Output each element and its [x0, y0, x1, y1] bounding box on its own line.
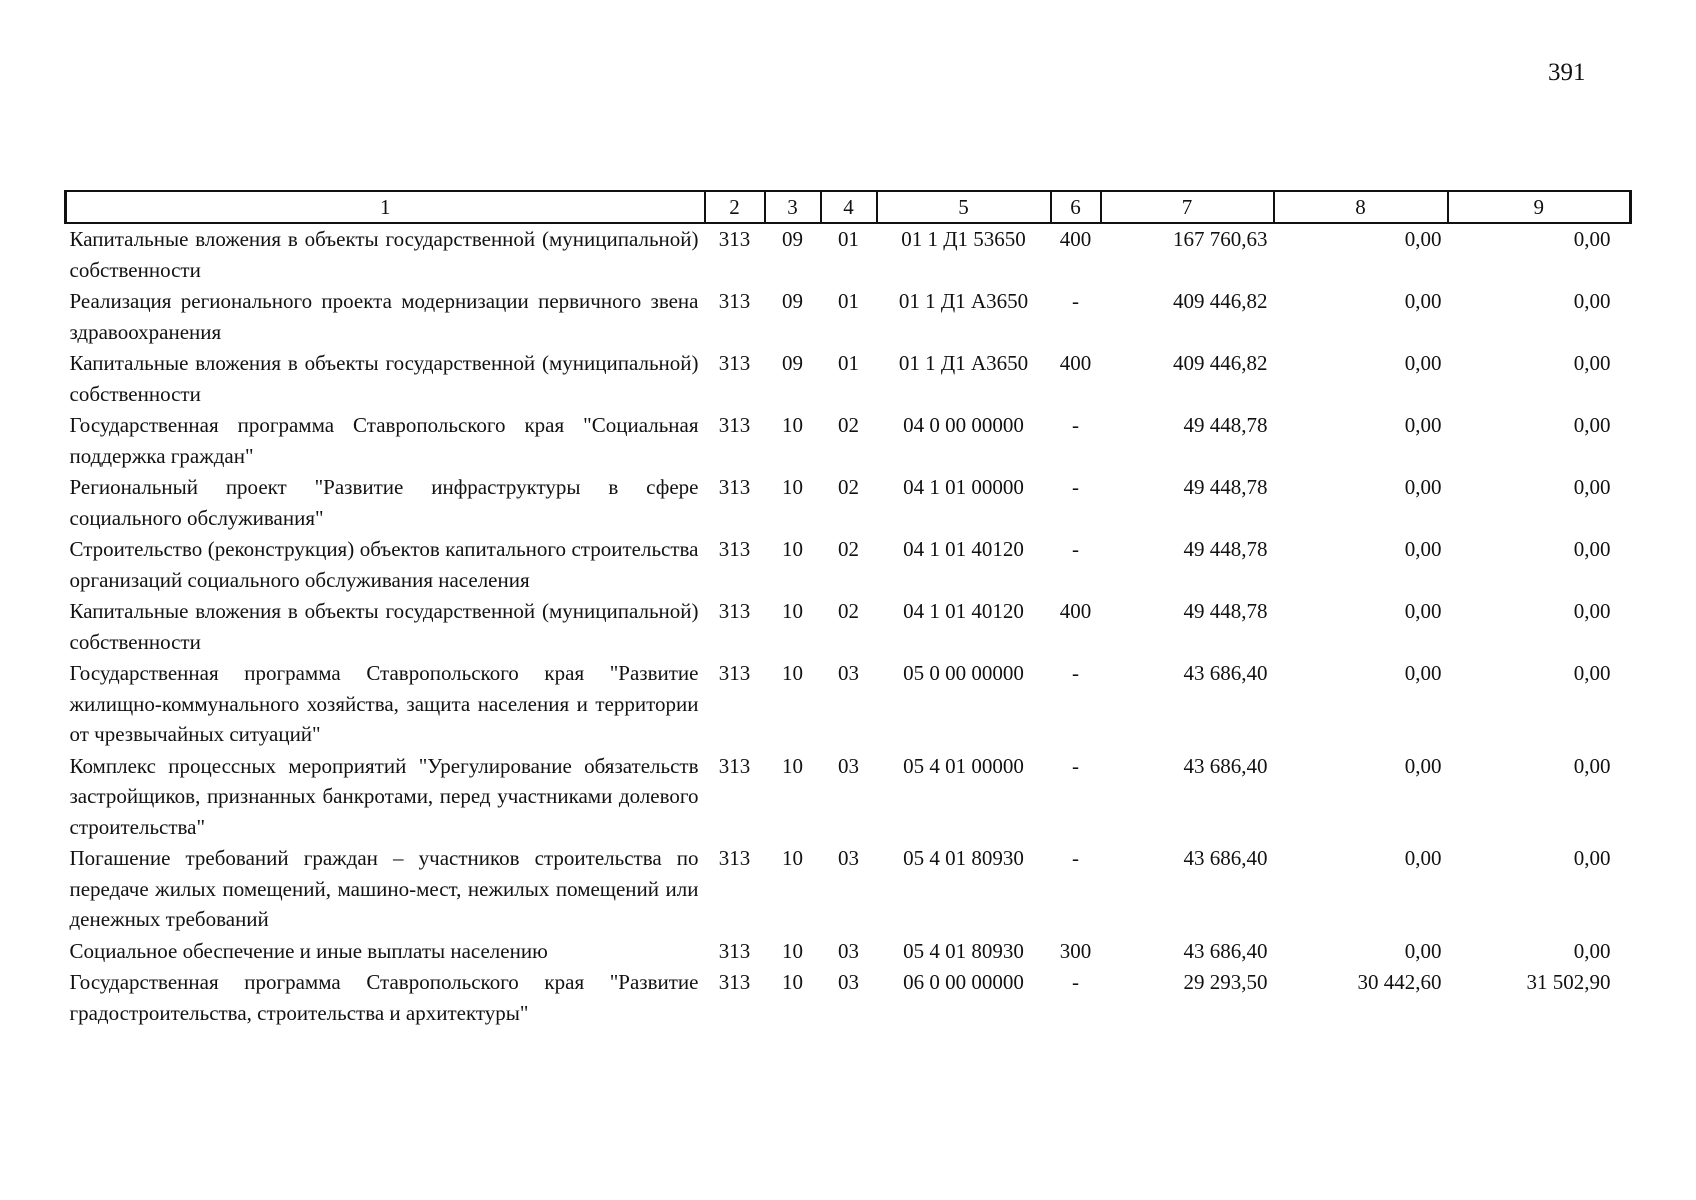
header-col-7: 7 [1101, 191, 1274, 223]
row-col2-cell: 313 [718, 599, 751, 623]
row-name-cell: Государственная программа Ставропольского края "Социальная поддержка граждан" [69, 413, 699, 468]
row-name-cell: Государственная программа Ставропольского края "Развитие жилищно-коммунального хозяйства, защита населения и территории от чрезвычайных ситуаций" [69, 661, 699, 746]
row-col7-cell: 49 448,78 [1183, 599, 1268, 623]
row-col4-cell: 03 [838, 661, 859, 685]
row-col8-cell: 0,00 [1404, 475, 1442, 499]
header-col-1: 1 [66, 191, 705, 223]
row-col5-cell: 01 1 Д1 А3650 [898, 351, 1029, 375]
row-col7-cell: 409 446,82 [1173, 351, 1268, 375]
row-col6-cell: - [1072, 475, 1079, 499]
row-col3-cell: 10 [782, 599, 803, 623]
row-name-cell: Реализация регионального проекта модернизации первичного звена здравоохранения [69, 289, 699, 344]
row-col8-cell: 0,00 [1404, 537, 1442, 561]
row-col4-cell: 02 [838, 475, 859, 499]
row-col2-cell: 313 [718, 289, 751, 313]
row-col6-cell: - [1072, 289, 1079, 313]
row-col8-cell: 0,00 [1404, 938, 1442, 963]
header-col-5: 5 [877, 191, 1051, 223]
table-body [66, 223, 1631, 1029]
row-col8-cell: 0,00 [1404, 289, 1442, 313]
table-row [66, 967, 1631, 1029]
row-col3-cell: 10 [782, 413, 803, 437]
row-name-cell: Комплекс процессных мероприятий "Урегулирование обязательств застройщиков, признанных банкротами, перед участниками долевого строительства" [69, 753, 699, 839]
row-col6-cell: - [1072, 537, 1079, 561]
row-col3-cell: 10 [782, 753, 803, 778]
row-col3-cell: 10 [782, 970, 803, 994]
row-col6-cell: - [1072, 970, 1079, 994]
row-col2-cell: 313 [718, 227, 751, 251]
row-col8-cell: 0,00 [1404, 351, 1442, 375]
row-col4-cell: 01 [838, 289, 859, 313]
row-col7-cell: 43 686,40 [1183, 661, 1268, 685]
row-name-cell: Государственная программа Ставропольского края "Развитие градостроительства, строительства и архитектуры" [69, 970, 699, 1025]
header-row [66, 191, 1631, 223]
table-header [66, 191, 1631, 223]
header-col-4: 4 [821, 191, 877, 223]
row-col2-cell: 313 [718, 661, 751, 685]
row-name-cell: Региональный проект "Развитие инфраструктуры в сфере социального обслуживания" [69, 475, 699, 530]
row-col3-cell: 10 [782, 846, 803, 870]
row-col8-cell: 30 442,60 [1357, 970, 1442, 994]
row-col5-cell: 04 1 01 00000 [903, 475, 1024, 499]
row-col4-cell: 03 [838, 970, 859, 994]
table-row [66, 286, 1631, 348]
row-col8-cell: 0,00 [1404, 661, 1442, 685]
header-col-8: 8 [1274, 191, 1448, 223]
row-col9-cell: 0,00 [1573, 351, 1611, 375]
row-col3-cell: 10 [782, 938, 803, 963]
row-col9-cell: 31 502,90 [1526, 970, 1611, 994]
row-col3-cell: 10 [782, 661, 803, 685]
row-col2-cell: 313 [718, 846, 751, 870]
row-col9-cell: 0,00 [1573, 753, 1611, 778]
table-row [66, 658, 1631, 751]
row-col3-cell: 10 [782, 475, 803, 499]
row-name-cell: Капитальные вложения в объекты государственной (муниципальной) собственности [69, 351, 699, 406]
row-col5-cell: 05 4 01 80930 [903, 846, 1024, 870]
table-row [66, 348, 1631, 410]
header-col-3: 3 [765, 191, 821, 223]
row-col7-cell: 29 293,50 [1183, 970, 1268, 994]
row-col5-cell: 01 1 Д1 53650 [901, 227, 1026, 251]
row-col7-cell: 43 686,40 [1183, 753, 1268, 778]
row-col5-cell: 04 0 00 00000 [903, 413, 1024, 437]
row-col9-cell: 0,00 [1573, 289, 1611, 313]
row-col6-cell: 400 [1059, 227, 1092, 251]
row-col2-cell: 313 [718, 351, 751, 375]
row-col6-cell: - [1072, 413, 1079, 437]
row-col8-cell: 0,00 [1404, 753, 1442, 778]
row-col7-cell: 49 448,78 [1183, 475, 1268, 499]
row-col7-cell: 409 446,82 [1173, 289, 1268, 313]
row-col7-cell: 167 760,63 [1173, 227, 1268, 251]
row-name-cell: Погашение требований граждан – участников строительства по передаче жилых помещений, машино-мест, нежилых помещений или денежных требований [69, 846, 699, 931]
row-name-cell: Строительство (реконструкция) объектов капитального строительства организаций социального обслуживания населения [69, 537, 699, 592]
row-col4-cell: 02 [838, 413, 859, 437]
header-col-6: 6 [1051, 191, 1101, 223]
row-col9-cell: 0,00 [1573, 227, 1611, 251]
row-col3-cell: 09 [782, 289, 803, 313]
header-col-9: 9 [1448, 191, 1631, 223]
row-col3-cell: 10 [782, 537, 803, 561]
table-row [66, 751, 1631, 844]
row-col9-cell: 0,00 [1573, 475, 1611, 499]
row-col5-cell: 06 0 00 00000 [903, 970, 1024, 994]
row-col6-cell: - [1072, 846, 1079, 870]
row-col4-cell: 01 [838, 227, 859, 251]
row-col7-cell: 43 686,40 [1183, 938, 1268, 963]
row-col8-cell: 0,00 [1404, 599, 1442, 623]
row-col2-cell: 313 [718, 753, 751, 778]
table-row [66, 596, 1631, 658]
row-col5-cell: 05 4 01 00000 [903, 753, 1024, 778]
row-col7-cell: 43 686,40 [1183, 846, 1268, 870]
row-col9-cell: 0,00 [1573, 413, 1611, 437]
row-col7-cell: 49 448,78 [1183, 413, 1268, 437]
row-name-cell: Капитальные вложения в объекты государственной (муниципальной) собственности [69, 599, 699, 654]
row-col5-cell: 01 1 Д1 А3650 [898, 289, 1029, 313]
table-row [66, 534, 1631, 596]
row-col9-cell: 0,00 [1573, 599, 1611, 623]
table-row [66, 472, 1631, 534]
row-col8-cell: 0,00 [1404, 413, 1442, 437]
row-col9-cell: 0,00 [1573, 846, 1611, 870]
row-col2-cell: 313 [718, 938, 751, 963]
row-col9-cell: 0,00 [1573, 661, 1611, 685]
row-col8-cell: 0,00 [1404, 846, 1442, 870]
table-row [66, 223, 1631, 286]
row-col6-cell: 400 [1059, 599, 1092, 623]
row-col6-cell: 400 [1059, 351, 1092, 375]
row-col2-cell: 313 [718, 537, 751, 561]
row-col6-cell: - [1072, 753, 1079, 778]
page-number: 391 [1548, 59, 1586, 86]
row-name-cell: Капитальные вложения в объекты государственной (муниципальной) собственности [69, 227, 699, 282]
row-col9-cell: 0,00 [1573, 537, 1611, 561]
row-col8-cell: 0,00 [1404, 227, 1442, 251]
row-col4-cell: 02 [838, 599, 859, 623]
row-col4-cell: 02 [838, 537, 859, 561]
row-col4-cell: 03 [838, 846, 859, 870]
table-row [66, 410, 1631, 472]
row-col7-cell: 49 448,78 [1183, 537, 1268, 561]
row-col5-cell: 04 1 01 40120 [903, 537, 1024, 561]
row-col6-cell: 300 [1059, 938, 1092, 963]
row-col5-cell: 04 1 01 40120 [903, 599, 1024, 623]
table-row [66, 936, 1631, 968]
row-col3-cell: 09 [782, 351, 803, 375]
table-row [66, 843, 1631, 936]
header-col-2: 2 [705, 191, 765, 223]
budget-table [64, 190, 1632, 1029]
row-col4-cell: 03 [838, 938, 859, 963]
row-col2-cell: 313 [718, 475, 751, 499]
row-col2-cell: 313 [718, 413, 751, 437]
row-col4-cell: 03 [838, 753, 859, 778]
row-name-cell: Социальное обеспечение и иные выплаты населению [69, 938, 548, 963]
row-col4-cell: 01 [838, 351, 859, 375]
row-col2-cell: 313 [718, 970, 751, 994]
row-col5-cell: 05 0 00 00000 [903, 661, 1024, 685]
row-col6-cell: - [1072, 661, 1079, 685]
row-col3-cell: 09 [782, 227, 803, 251]
row-col9-cell: 0,00 [1573, 938, 1611, 963]
row-col5-cell: 05 4 01 80930 [903, 938, 1024, 963]
